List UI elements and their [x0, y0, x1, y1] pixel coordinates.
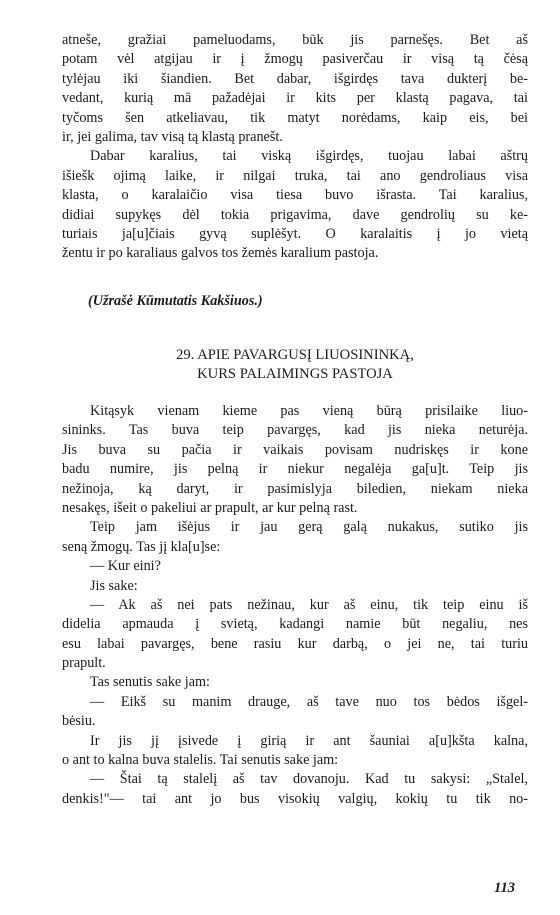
text-line: sininks. Tas buva teip pavargęs, kad jis nieka neturėja. [62, 422, 528, 439]
text-line: žentu ir po karaliaus galvos tos žemės karalium pastoja. [62, 245, 379, 262]
text-line: klasta, o karalaičio visa tiesa buvo išrasta. Tai karalius, [62, 187, 528, 204]
text-line: tyčoms šen atkeliavau, tik matyt norėdams, kaip eis, bei [62, 109, 528, 126]
chapter-heading-line: KURS PALAIMINGS PASTOJA [197, 366, 393, 382]
text-line: — Štai tą stalelį aš tav dovanoju. Kad tu sakysi: „Stalel, [90, 771, 528, 788]
text-line: denkis!"— tai ant jo bus visokių valgių, kokių tu tik no- [62, 790, 528, 807]
text-line: ir, jei galima, tav visą tą klastą pranešt. [62, 128, 283, 145]
text-line: Ir jis jį įsivede į girią ir ant šauniai a[u]kšta kalna, [90, 732, 528, 749]
text-line: didiai supykęs dėl tokia prigavima, dave gendrolių su ke- [62, 206, 528, 223]
text-line: didelia apmauda į svietą, kadangi namie būt negaliu, nes [62, 616, 528, 633]
chapter-heading [62, 346, 528, 384]
text-line: Tas senutis sake jam: [90, 674, 210, 691]
text-line: tylėjau iki šiandien. Bet dabar, išgirdęs tava dukterį be- [62, 70, 528, 87]
text-line: Jis buva su pačia ir vaikais povisam nudriskęs ir kone [62, 441, 528, 458]
text-line: Jis sake: [90, 577, 138, 594]
text-line: nežinoja, ką daryt, ir pasimislyja biledien, niekam nieka [62, 480, 528, 497]
text-line: — Kur eini? [90, 558, 161, 575]
chapter-heading-line: 29. APIE PAVARGUSĮ LIUOSININKĄ, [176, 347, 414, 363]
text-line: potam vėl atgijau ir į žmogų pasiverčau ir visą tą čėsą [62, 51, 528, 68]
source-note: (Užrašė Kūmutatis Kakšiuos.) [88, 293, 263, 309]
text-line: badu numire, jis pelną ir niekur negalėja ga[u]t. Teip jis [62, 461, 528, 478]
text-line: turiais ja[u]čiais gyvą suplėšyt. O karalaitis į jo vietą [62, 225, 528, 242]
text-line: Teip jam išėjus ir jau gerą galą nukakus, sutiko jis [90, 519, 528, 536]
text-line: o ant to kalna buva stalelis. Tai senutis sake jam: [62, 752, 339, 769]
text-line: Dabar karalius, tai viską išgirdęs, tuojau labai aštrų [90, 148, 528, 165]
text-line: nesakęs, išeit o pakeliui ar prapult, ar kur pelną rast. [62, 499, 358, 516]
text-line: išiešk ojimą laike, ir nilgai truka, tai ano gendroliaus visa [62, 167, 528, 184]
text-line: seną žmogų. Tas jį kla[u]se: [62, 538, 221, 555]
text-line: bėsiu. [62, 713, 96, 730]
page-number: 113 [494, 880, 516, 896]
text-block-upper [62, 31, 528, 264]
text-block-lower [62, 402, 528, 809]
text-line: Kitąsyk vienam kieme pas vieną būrą prisilaike liuo- [90, 403, 528, 419]
text-line: prapult. [62, 655, 106, 672]
text-line: esu labai pavargęs, bene rasiu kur darbą, o jei ne, tai turiu [62, 635, 528, 652]
text-line: atneše, gražiai pameluodams, būk jis parnešęs. Bet aš [62, 32, 528, 48]
text-line: vedant, kurią mā pažadėjai ir kits per klastą pagava, tai [62, 90, 528, 107]
text-line: — Eikš su manim drauge, aš tave nuo tos bėdos išgel- [90, 693, 528, 710]
text-line: — Ak aš nei pats nežinau, kur aš einu, tik teip einu iš [90, 596, 528, 613]
